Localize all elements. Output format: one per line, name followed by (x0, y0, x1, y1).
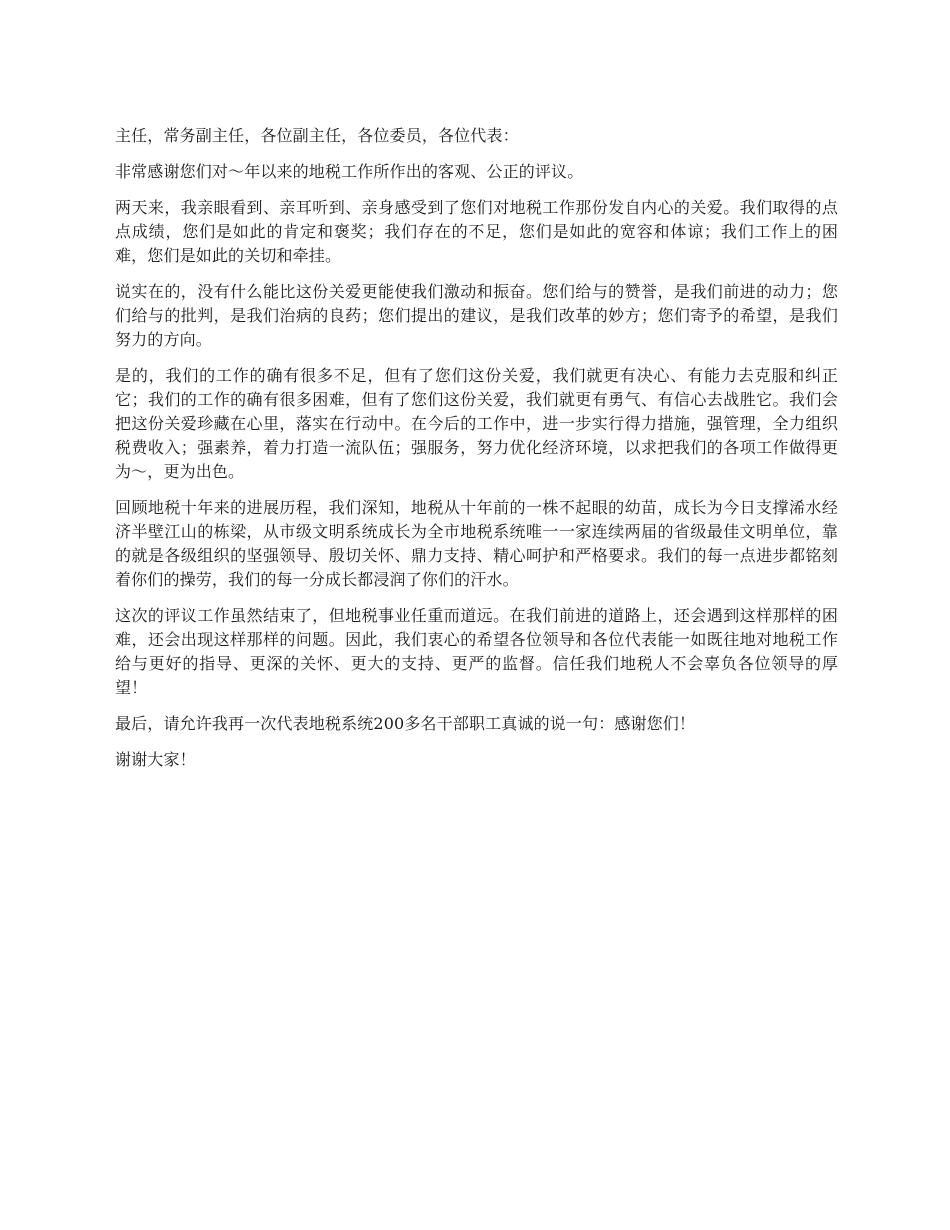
body-paragraph: 两天来，我亲眼看到、亲耳听到、亲身感受到了您们对地税工作那份发自内心的关爱。我们取得的点点成绩，您们是如此的肯定和褒奖；我们存在的不足，您们是如此的宽容和体谅；我们工作上的困难，您们是如此的关切和牵挂。 (115, 198, 838, 265)
body-paragraph: 这次的评议工作虽然结束了，但地税事业任重而道远。在我们前进的道路上，还会遇到这样那样的困难，还会出现这样那样的问题。因此，我们衷心的希望各位领导和各位代表能一如既往地对地税工作给与更好的指导、更深的关怀、更大的支持、更严的监督。信任我们地税人不会辜负各位领导的厚望！ (115, 606, 838, 697)
body-paragraph: 是的，我们的工作的确有很多不足，但有了您们这份关爱，我们就更有决心、有能力去克服和纠正它；我们的工作的确有很多困难，但有了您们这份关爱，我们就更有勇气、有信心去战胜它。我们会把这份关爱珍藏在心里，落实在行动中。在今后的工作中，进一步实行得力措施，强管理，全力组织税费收入；强素养，着力打造一流队伍；强服务，努力优化经济环境，以求把我们的各项工作做得更为～，更为出色。 (115, 366, 838, 481)
body-paragraph: 说实在的，没有什么能比这份关爱更能使我们激动和振奋。您们给与的赞誉，是我们前进的动力；您们给与的批判，是我们治病的良药；您们提出的建议，是我们改革的妙方；您们寄予的希望，是我们努力的方向。 (115, 282, 838, 349)
sign-off-paragraph: 谢谢大家！ (115, 750, 196, 769)
body-paragraph: 回顾地税十年来的进展历程，我们深知，地税从十年前的一株不起眼的幼苗，成长为今日支撑浠水经济半壁江山的栋梁，从市级文明系统成长为全市地税系统唯一一家连续两届的省级最佳文明单位，靠的就是各级组织的坚强领导、殷切关怀、鼎力支持、精心呵护和严格要求。我们的每一点进步都铭刻着你们的操劳，我们的每一分成长都浸润了你们的汗水。 (115, 498, 838, 589)
closing-paragraph: 最后，请允许我再一次代表地税系统200多名干部职工真诚的说一句：感谢您们！ (115, 714, 696, 733)
thanks-paragraph: 非常感谢您们对～年以来的地税工作所作出的客观、公正的评议。 (115, 162, 584, 181)
salutation-paragraph: 主任，常务副主任，各位副主任，各位委员，各位代表： (115, 126, 519, 145)
